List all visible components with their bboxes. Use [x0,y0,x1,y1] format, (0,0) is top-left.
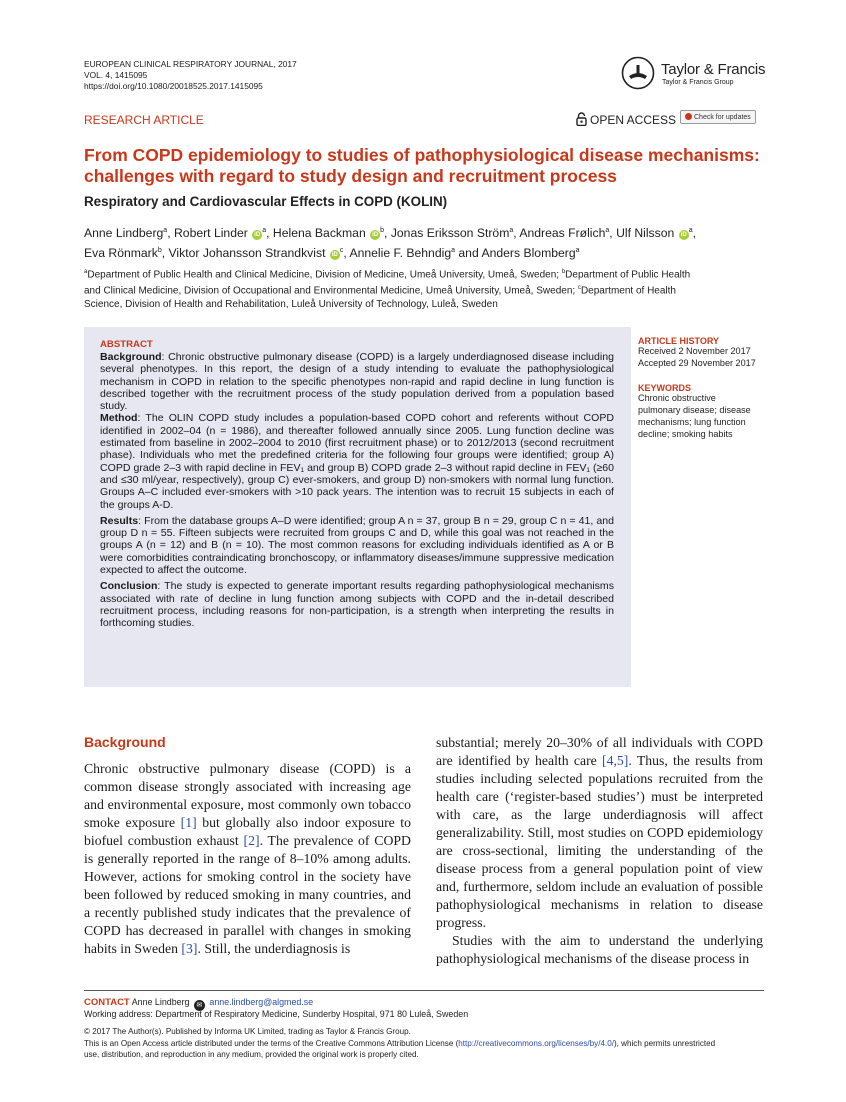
license-text: This is an Open Access article distributed under the terms of the Creative Commons Attribution License ( [84,1039,459,1048]
check-updates-label: Check for updates [694,114,751,121]
body-left-column [84,760,411,958]
abstract-results-label: Results [100,514,139,527]
author-list: Anne Lindberg$^a$, Robert Linder $iD^a$, Helena Backman $iD^b$, Jonas Eriksson Ström$^a$, Andreas Frølich$^a$, Ulf Nilsson $iD^a$, Eva Rönmark$^b$, Viktor Johansson Strandkvist $iD^c$, Annelie F. Behndig$^a$ and Anders Blomberg$^a$ [84,226,696,261]
footer-rule [84,990,764,991]
citation-link[interactable]: [4,5] [602,753,629,768]
body-text: Chronic obstructive pulmonary disease (COPD) is a common disease strongly associated with increasing age and environmental exposure, most commonly own tobacco smoke exposure [84,761,411,830]
keyword-line: Chronic obstructive [638,393,716,403]
body-text: but globally also indoor exposure to biofuel combustion exhaust [84,815,411,848]
article-type: RESEARCH ARTICLE [84,113,204,127]
author[interactable]: Viktor Johansson Strandkvist [168,246,326,261]
author[interactable]: Robert Linder [173,226,248,241]
orcid-icon[interactable]: iD [680,232,687,239]
working-address: Working address: Department of Respiratory Medicine, Sunderby Hospital, 971 80 Luleå, Sweden [84,1009,469,1019]
doi-link[interactable]: https://doi.org/10.1080/20018525.2017.1415095 [84,81,263,91]
section-heading-background: Background [84,734,166,750]
affiliation-a: Department of Public Health and Clinical Medicine, Division of Medicine, Umeå University, Umeå, Sweden; [87,269,562,281]
publisher-group: Taylor & Francis Group [662,79,734,86]
keyword-line: mechanisms; lung function [638,416,746,427]
affiliations: $^a$Department of Public Health and Clinical Medicine, Division of Medicine, Umeå University, Umeå, Sweden; $^b$Department of Public Health and Clinical Medicine, Division of Occupational and Environmental Medicine, Umeå University, Umeå, Sweden; $^c$Department of Health Science, Division of Health and Rehabilitation, Luleå University of Technology, Luleå, Sweden [84,266,764,311]
keyword-line: pulmonary disease; disease [638,404,751,415]
article-subtitle: Respiratory and Cardiovascular Effects in COPD (KOLIN) [84,194,448,209]
check-updates-button[interactable] [680,110,756,124]
abstract-body [100,351,614,630]
email-icon: ✉ [194,1000,205,1011]
body-text: substantial; merely 20–30% of all individuals with COPD are identified by health care [436,735,763,768]
author[interactable]: Anne Lindberg [84,226,164,241]
citation-link[interactable]: [1] [180,815,197,830]
contact-label: CONTACT [84,997,130,1008]
author[interactable]: Helena Backman [272,226,366,241]
license-link[interactable]: http://creativecommons.org/licenses/by/4.0/ [458,1039,614,1048]
author[interactable]: Andreas Frølich [519,226,606,241]
keyword-line: decline; smoking habits [638,428,733,439]
abstract-background: : Chronic obstructive pulmonary disease (COPD) is a largely underdiagnosed disease including several phenotypes. In this report, the design of a study intending to evaluate the pathophysiological mechanism in COPD in relation to the specific phenotypes non-rapid and rapid decline in lung function is described together with the recruitment process of the study population derived from a population based study. [100,351,614,413]
orcid-icon[interactable]: iD [331,252,338,259]
open-access-lock-icon [576,112,587,126]
author[interactable]: Annelie F. Behndig [349,246,452,261]
abstract-conclusion-label: Conclusion [100,580,158,593]
license-line-2: use, distribution, and reproduction in any medium, provided the original work is properly cited. [84,1050,419,1059]
keywords [638,383,778,441]
history-heading: ARTICLE HISTORY [638,336,720,346]
abstract-heading: ABSTRACT [100,339,153,350]
volume: VOL. 4, 1415095 [84,70,148,80]
author[interactable]: Eva Rönmark [84,246,158,261]
author[interactable]: Anders Blomberg [481,246,576,261]
email-link[interactable]: anne.lindberg@algmed.se [209,997,314,1007]
affiliation-b-start: Department of Public Health [565,269,691,281]
keywords-heading: KEYWORDS [638,383,692,393]
body-right-column [436,734,763,968]
title-line-2: challenges with regard to study design and recruitment process [84,166,617,186]
journal-name: EUROPEAN CLINICAL RESPIRATORY JOURNAL, 2017 [84,59,297,69]
citation-link[interactable]: [3] [181,941,198,956]
body-text: . The prevalence of COPD is generally reported in the range of 8–10% among adults. However, actions for smoking control in the society have been followed by reduced smoking in many countries, and a recently published study indicates that the prevalence of COPD has decreased in parallel with changes in smoking habits in Sweden [84,833,411,956]
affiliation-b: and Clinical Medicine, Division of Occupational and Environmental Medicine, Umeå University, Umeå, Sweden; [84,285,578,297]
copyright: © 2017 The Author(s). Published by Informa UK Limited, trading as Taylor & Francis Group. [84,1027,411,1036]
orcid-icon[interactable]: iD [372,232,379,239]
body-text: Studies with the aim to understand the underlying pathophysiological mechanisms of the disease process in [436,933,763,966]
orcid-icon[interactable]: iD [254,232,261,239]
open-access-label: OPEN ACCESS [590,113,677,127]
author[interactable]: Jonas Eriksson Ström [390,226,510,241]
check-updates-icon [685,113,692,120]
received-date: Received 2 November 2017 [638,346,751,356]
license-text: ), which permits unrestricted [613,1039,716,1048]
abstract-method: : The OLIN COPD study includes a population-based COPD cohort and referents without COPD identified in 2002–04 (n = 1986), and thereafter followed annually since 2005. Lung function decline was estimated from baseline in 2002–2004 to 2010 (first recruitment phase) or to 2012/2013 (second recruitment phase). Individuals who met the predefined criteria for the following four groups were identified; group A) COPD grade 2–3 with rapid decline in FEV₁ and group B) COPD grade 2–3 without rapid decline in FEV₁ (≥60 and ≤30 ml/year, respectively), group C) ever-smokers, and group D) non-smokers with normal lung function. Groups A–C included ever-smokers with >10 pack years. The intention was to recruit 15 subjects in each of the groups A-D. [100,412,614,511]
accepted-date: Accepted 29 November 2017 [638,357,756,368]
citation-link[interactable]: [2] [243,833,260,848]
affiliation-c: Science, Division of Health and Rehabilitation, Luleå University of Technology, Luleå, Sweden [84,298,498,310]
body-text: . Thus, the results from studies including selected populations recruited from the health care (‘register-based studies’) must be interpreted with care, as the large underdiagnosis will affect generalizability. Still, most studies on COPD epidemiology are cross-sectional, limiting the understanding of the disease process from a general population point of view and, furthermore, seldom include an evaluation of possible pathophysiological mechanisms in relation to disease progress. [436,753,763,930]
article-title [84,145,784,187]
publisher-logo-icon [621,56,655,90]
publisher-name: Taylor & Francis [661,61,766,78]
body-text: . Still, the underdiagnosis is [197,941,351,956]
license-line [84,1038,764,1050]
abstract-results: : From the database groups A–D were identified; group A n = 37, group B n = 29, group C n = 41, and group D n = 55. Fifteen subjects were recruited from groups C and D, while this goal was not reached in the groups A (n = 12) and B (n = 10). The most common reasons for excluding individuals identified as A or B were comorbidities contraindicating bronchoscopy, or inflammatory diseases/immune suppressive medication expected to affect the outcome. [100,514,614,577]
affiliation-c-start: Department of Health [580,285,676,297]
author[interactable]: Ulf Nilsson [616,226,675,241]
contact-name: Anne Lindberg [131,997,190,1007]
abstract-method-label: Method [100,412,138,425]
abstract-conclusion: : The study is expected to generate important results regarding pathophysiological mechanisms associated with rate of decline in lung function among subjects with COPD and the in-detail described recruitment process, including reasons for non-participation, is a strength when interpreting the results in forthcoming studies. [100,580,614,630]
title-line-1: From COPD epidemiology to studies of pathophysiological disease mechanisms: [84,145,760,165]
article-history [638,336,778,370]
abstract-background-label: Background [100,351,162,363]
